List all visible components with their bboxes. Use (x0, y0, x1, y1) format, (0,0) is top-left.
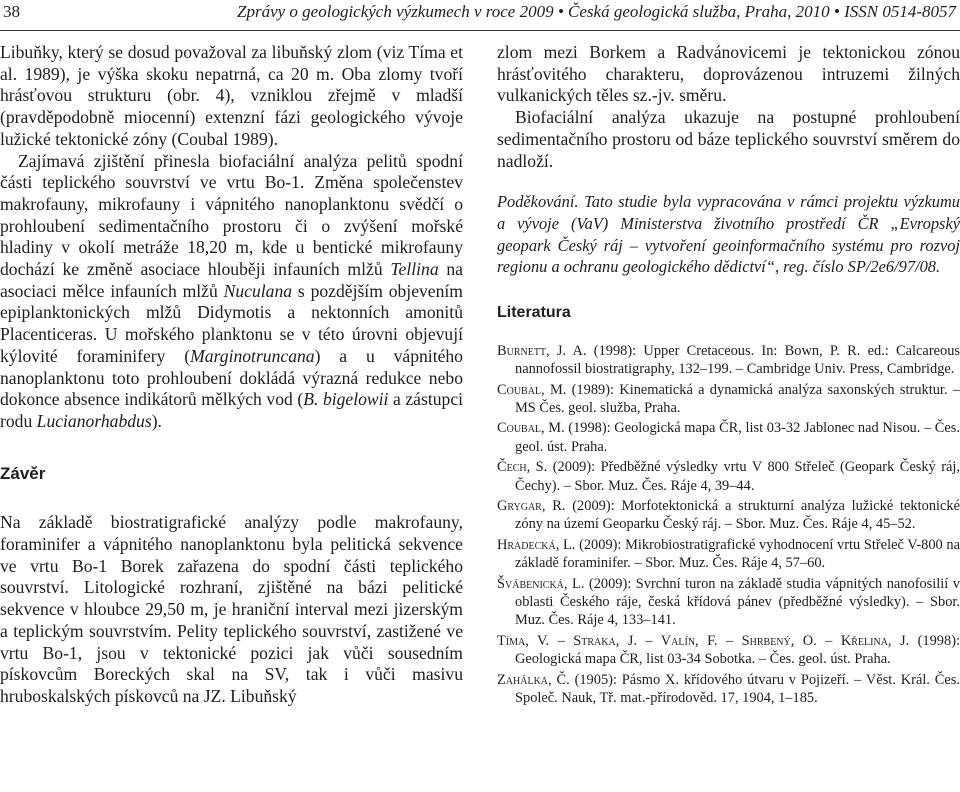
paragraph-summary: Biofaciální analýza ukazuje na postupné prohloubení sedimentačního prostoru od báze teplického souvrství směrem do nadloží. (497, 107, 960, 171)
running-head: Zprávy o geologických výzkumech v roce 2009 • Česká geologická služba, Praha, 2010 • ISSN 0514-8057 (237, 2, 956, 21)
right-column (497, 42, 960, 709)
taxon-tellina: Tellina (390, 259, 439, 280)
reference-item: Čech, S. (2009): Předběžné výsledky vrtu V 800 Střeleč (Geopark Český ráj, Čechy). – Sbor. Muz. Čes. Ráje 4, 39–44. (497, 459, 960, 494)
paragraph-fault-zone: zlom mezi Borkem a Radvánovicemi je tektonickou zónou hrásťovitého charakteru, doprovázenou intruzemi žilných vulkanických těles sz.-jv. směru. (497, 42, 960, 106)
taxon-b-bigelowii: B. bigelowii (303, 389, 389, 410)
left-column (0, 42, 463, 708)
reference-list (497, 342, 960, 708)
reference-item: Burnett, J. A. (1998): Upper Cretaceous. In: Bown, P. R. ed.: Calcareous nannofossil biostratigraphy, 132–199. – Cambridge Univ. Press, Cambridge. (497, 342, 960, 378)
reference-item: Hradecká, L. (2009): Mikrobiostratigrafické vyhodnocení vrtu Střeleč V-800 na základě foraminifer. – Sbor. Muz. Čes. Ráje 4, 57–60. (497, 536, 960, 572)
taxon-lucianorhabdus: Lucianorhabdus (36, 410, 152, 431)
header-rule (0, 30, 960, 31)
paragraph-biofacies: Zajímavá zjištění přinesla biofaciální analýza pelitů spodní části teplického souvrství ve vrtu Bo-1. Změna společenstev makrofauny, mikrofauny i vápnitého nanoplanktonu svědčí o prohloubení sedimentačního prostoru či o zvýšení mořské hladiny v okolí metráže 18,20 m, kde u bentické mikrofauny dochází ke změně asociace hlouběji infauních mlžů Tellina na asociaci mělce infauních mlžů Nuculana s pozdějším objevením epiplanktonických mlžů Didymotis a nektonních amonitů Placenticeras. U mořského planktonu se v této úrovni objevují kýlovité foraminifery (Marginotruncana) a u vápnitého nanoplanktonu toto prohloubení dokládá výrazná redukce nebo dokonce absence indikátorů mělkých vod (B. bigelowii a zástupci rodu Lucianorhabdus). (0, 150, 464, 431)
reference-item: Coubal, M. (1998): Geologická mapa ČR, list 03-32 Jablonec nad Nisou. – Čes. geol. úst. Praha. (497, 420, 960, 455)
paragraph-continued: Libuňky, který se dosud považoval za libuňský zlom (viz Tíma et al. 1989), je výška skoku nepatrná, ca 20 m. Oba zlomy tvoří hrásťovou strukturu (obr. 4), vzniklou zřejmě v mladší (pravděpodobně miocenní) extenzní fázi geologického vývoje lužické tektonické zóny (Coubal 1989). (0, 42, 463, 149)
reference-item: Coubal, M. (1989): Kinematická a dynamická analýza saxonských struktur. – MS Čes. geol. služba, Praha. (497, 381, 960, 416)
reference-item: Tíma, V. – Straka, J. – Valín, F. – Shrbený, O. – Křelina, J. (1998): Geologická mapa ČR, list 03-34 Sobotka. – Čes. geol. úst. Praha. (497, 632, 960, 668)
conclusion-heading: Závěr (0, 463, 46, 483)
acknowledgement: Poděkování. Tato studie byla vypracována v rámci projektu výzkumu a vývoje (VaV) Ministerstva životního prostředí ČR „Evropský geopark Český ráj – vytvoření geoinformačního systému pro rozvoj regionu a ochranu geologického dědictví“, reg. číslo SP/2e6/97/08. (497, 192, 960, 277)
reference-item: Švábenická, L. (2009): Svrchní turon na základě studia vápnitých nanofosilií v oblasti Českého ráje, česká křídová pánev (předběžné výsledky). – Sbor. Muz. Čes. Ráje 4, 133–141. (497, 575, 960, 629)
paragraph-conclusion: Na základě biostratigrafické analýzy podle makrofauny, foraminifer a vápnitého nanoplanktonu byla pelitická sekvence ve vrtu Bo-1 Borek zařazena do spodní části teplického souvrství. Litologické rozhraní, zjištěné na bázi pelitické sekvence v hloubce 29,50 m, je hraniční interval mezi jizerským a teplickým souvrstvím. Pelity teplického souvrství, zastižené ve vrtu Bo-1, jsou v tektonické pozici jak vůči sousedním pískovcům Boreckých skal na SV, tak i vůči masivu hruboskalských pískovců na JZ. Libuňský (0, 512, 463, 706)
reference-item: Grygar, R. (2009): Morfotektonická a strukturní analýza lužické tektonické zóny na území Geoparku Český ráj. – Sbor. Muz. Čes. Ráje 4, 45–52. (497, 497, 960, 533)
literature-heading: Literatura (497, 304, 571, 322)
reference-item: Zahálka, Č. (1905): Pásmo X. křídového útvaru v Pojizeří. – Věst. Král. Čes. Společ. Nauk, Tř. mat.-přírodověd. 17, 1904, 1–185. (497, 671, 960, 707)
page-header (0, 0, 960, 30)
taxon-nuculana: Nuculana (223, 280, 293, 301)
taxon-marginotruncana: Marginotruncana (190, 345, 315, 366)
page-number: 38 (3, 2, 20, 21)
